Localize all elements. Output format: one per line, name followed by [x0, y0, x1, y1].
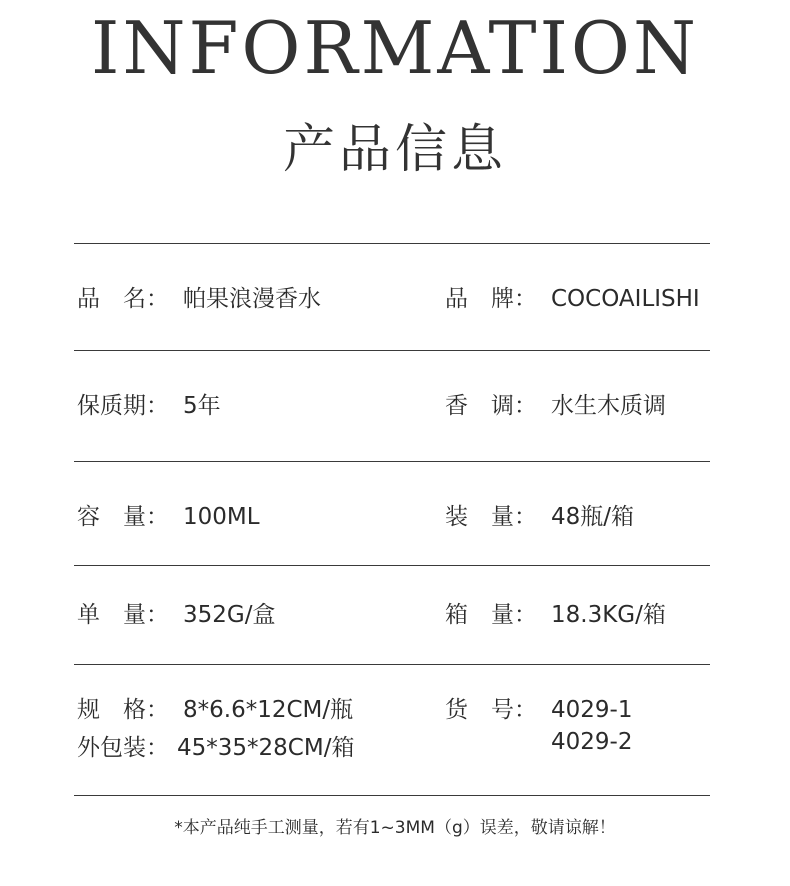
- product-name-label: 品 名：: [77, 286, 169, 312]
- scent-label: 香 调：: [445, 393, 537, 419]
- divider: [74, 565, 710, 566]
- scent-value: 水生木质调: [551, 393, 666, 419]
- case-quantity-label: 装 量：: [445, 504, 537, 530]
- package-label: 外包装：: [77, 735, 169, 761]
- case-quantity-value: 48瓶/箱: [551, 504, 635, 530]
- divider: [74, 461, 710, 462]
- divider-bottom: [74, 795, 710, 796]
- product-name-value: 帕果浪漫香水: [183, 286, 321, 312]
- title-english: INFORMATION: [91, 6, 699, 90]
- case-weight-label: 箱 量：: [445, 602, 537, 628]
- spec-label: 规 格：: [77, 697, 169, 723]
- shelf-life-label: 保质期：: [77, 393, 169, 419]
- divider: [74, 664, 710, 665]
- item-number-value-1: 4029-1: [551, 697, 633, 723]
- volume-label: 容 量：: [77, 504, 169, 530]
- unit-weight-label: 单 量：: [77, 602, 169, 628]
- brand-label: 品 牌：: [445, 286, 537, 312]
- volume-value: 100ML: [183, 504, 260, 530]
- package-value: 45*35*28CM/箱: [177, 735, 355, 761]
- brand-value: COCOAILISHI: [551, 286, 700, 312]
- divider: [74, 350, 710, 351]
- title-chinese: 产品信息: [282, 120, 507, 180]
- case-weight-value: 18.3KG/箱: [551, 602, 666, 628]
- item-number-value-2: 4029-2: [551, 729, 633, 755]
- unit-weight-value: 352G/盒: [183, 602, 276, 628]
- item-number-label: 货 号：: [445, 697, 537, 723]
- divider-top: [74, 243, 710, 244]
- spec-value: 8*6.6*12CM/瓶: [183, 697, 354, 723]
- measurement-footnote: *本产品纯手工测量，若有1~3MM（g）误差，敬请谅解！: [174, 818, 616, 838]
- shelf-life-value: 5年: [183, 393, 221, 419]
